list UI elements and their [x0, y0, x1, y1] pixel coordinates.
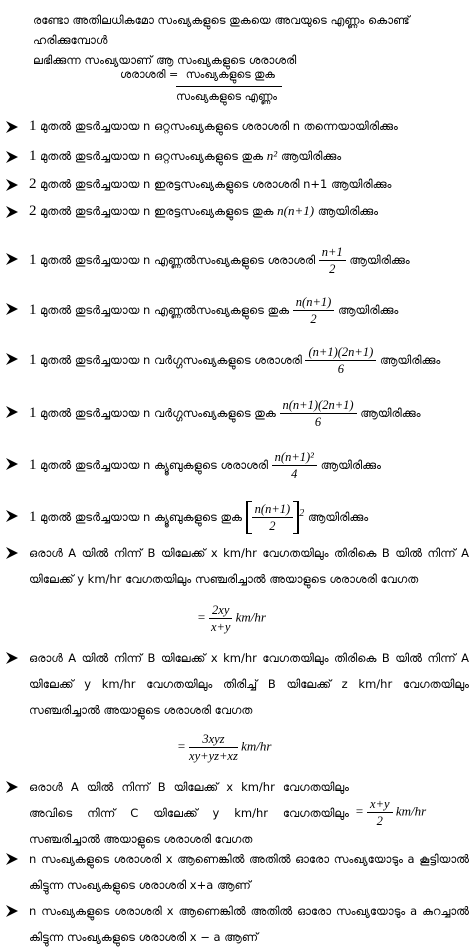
intro-paragraph	[33, 10, 463, 70]
frac-numerator: n(n+1)²	[272, 449, 317, 466]
item-suffix: ആയിരിക്കും	[277, 149, 342, 163]
para-text: n സംഖ്യകളുടെ ശരാശരി x ആണെങ്കിൽ അതിൽ ഓരോ സംഖ്യയോടും a കുറച്ചാൽ കിട്ടുന്ന സംഖ്യകളുടെ ശരാശരി x − a ആണ്	[29, 904, 469, 944]
arrow-bullet-icon	[5, 780, 19, 794]
frac-denominator: 2	[376, 814, 383, 828]
item-text	[29, 244, 410, 277]
para-text: ഒരാൾ A യിൽ നിന്ന് B യിലേക്ക് x km/hr വേഗതയിലും തിരികെ B യിൽ നിന്ന് A യിലേക്ക് y km/hr വേഗതയിലും സഞ്ചരിച്ചാൽ അയാളുടെ ശരാശരി വേഗത	[29, 546, 469, 586]
arrow-bullet-icon	[5, 252, 19, 266]
frac-denominator: 4	[291, 467, 298, 481]
frac-denominator: xy+yz+xz	[189, 749, 238, 763]
item-suffix: ആയിരിക്കും	[356, 406, 421, 420]
item-desc: മുതൽ തുടർച്ചയായ n വർഗ്ഗസംഖ്യകളുടെ തുക	[36, 406, 280, 420]
formula-result: = $\frac{2xy}{x+y}$ km/hr	[197, 603, 266, 634]
definition-numerator: സംഖ്യകളുടെ തുക	[185, 68, 275, 81]
arrow-bullet-icon	[5, 150, 19, 164]
item-number: 1	[29, 352, 37, 368]
frac-numerator: x+y	[367, 796, 393, 813]
item-suffix: ആയിരിക്കും	[376, 353, 441, 367]
unit-label: km/hr	[235, 609, 266, 625]
frac-denominator: 2	[310, 312, 317, 326]
item-desc: മുതൽ തുടർച്ചയായ n ഒറ്റസംഖ്യകളുടെ ശരാശരി n തന്നെയായിരിക്കും	[36, 119, 398, 133]
frac-numerator: (n+1)(2n+1)	[305, 344, 376, 361]
item-formula: n²	[266, 148, 278, 163]
item-suffix: ആയിരിക്കും	[314, 204, 379, 218]
arrow-bullet-icon	[5, 352, 19, 366]
arrow-bullet-icon	[5, 651, 19, 665]
arrow-bullet-icon	[5, 205, 19, 219]
arrow-bullet-icon	[5, 904, 19, 918]
item-number: 1	[29, 118, 37, 134]
item-desc: മുതൽ തുടർച്ചയായ n ഒറ്റസംഖ്യകളുടെ തുക	[36, 149, 267, 163]
frac-numerator: n(n+1)(2n+1)	[280, 397, 357, 414]
frac-numerator: n(n+1)	[293, 294, 335, 311]
item-number: 1	[29, 509, 37, 525]
definition-lhs: ശരാശരി =	[120, 68, 179, 81]
item-desc: മുതൽ തുടർച്ചയായ n എണ്ണൽസംഖ്യകളുടെ ശരാശരി	[36, 253, 319, 267]
frac-denominator: 2	[269, 519, 276, 533]
frac-denominator: 6	[337, 362, 344, 376]
item-desc: മുതൽ തുടർച്ചയായ n ഇരട്ടസംഖ്യകളുടെ ശരാശരി n+1 ആയിരിക്കും	[36, 177, 392, 191]
item-text	[29, 397, 421, 430]
arrow-bullet-icon	[5, 852, 19, 866]
fraction-bar	[176, 86, 282, 87]
intro-line-2: ലഭിക്കുന്ന സംഖ്യയാണ് ആ സംഖ്യകളുടെ ശരാശരി	[33, 53, 297, 67]
para-text: ഒരാൾ A യിൽ നിന്ന് B യിലേക്ക് x km/hr വേഗതയിലും അവിടെ നിന്ന് C യിലേക്ക് y km/hr വേഗതയിലും സഞ്ചരിച്ചാൽ അയാളുടെ ശരാശരി വേഗത	[29, 780, 349, 846]
item-number: 1	[29, 302, 37, 318]
item-text	[29, 294, 398, 327]
item-suffix: ആയിരിക്കും	[334, 303, 399, 317]
item-text	[29, 118, 398, 135]
item-desc: മുതൽ തുടർച്ചയായ n ഇരട്ടസംഖ്യകളുടെ തുക	[36, 204, 278, 218]
item-number: 2	[29, 203, 37, 219]
unit-label: km/hr	[241, 738, 272, 754]
item-text	[29, 203, 378, 220]
item-text	[29, 176, 391, 193]
arrow-bullet-icon	[5, 509, 19, 523]
frac-denominator: 2	[329, 262, 336, 276]
frac-denominator: x+y	[210, 620, 231, 634]
formula-result: = $\frac{\text{3xyz}}{xy+yz+xz}$ km/hr	[177, 732, 272, 763]
item-suffix: ആയിരിക്കും	[316, 458, 381, 472]
item-suffix: ആയിരിക്കും	[304, 510, 369, 524]
item-number: 2	[29, 176, 37, 192]
item-desc: മുതൽ തുടർച്ചയായ n എണ്ണൽസംഖ്യകളുടെ തുക	[36, 303, 293, 317]
exponent: 2	[299, 508, 305, 520]
item-text	[29, 148, 341, 165]
frac-denominator: 6	[314, 415, 322, 429]
definition-denominator: സംഖ്യകളുടെ എണ്ണം	[176, 90, 278, 103]
item-desc: മുതൽ തുടർച്ചയായ n ക്യൂബുകളുടെ തുക	[36, 510, 246, 524]
frac-numerator: 2xy	[209, 602, 232, 619]
item-text	[29, 449, 381, 482]
intro-line-1: രണ്ടോ അതിലധികമോ സംഖ്യകളുടെ തുകയെ അവയുടെ എണ്ണം കൊണ്ട് ഹരിക്കുമ്പോൾ	[33, 13, 410, 47]
item-text	[29, 501, 368, 534]
arrow-bullet-icon	[5, 120, 19, 134]
frac-numerator: n+1	[319, 244, 346, 261]
item-number: 1	[29, 148, 37, 164]
formula-result: = $\frac{x+y}{2}$ km/hr	[355, 797, 427, 828]
item-desc: മുതൽ തുടർച്ചയായ n ക്യൂബുകളുടെ ശരാശരി	[36, 458, 272, 472]
unit-label: km/hr	[395, 803, 427, 819]
arrow-bullet-icon	[5, 546, 19, 560]
arrow-bullet-icon	[5, 457, 19, 471]
arrow-bullet-icon	[5, 178, 19, 192]
item-text	[29, 344, 440, 377]
frac-numerator: n(n+1)	[252, 501, 294, 518]
arrow-bullet-icon	[5, 405, 19, 419]
item-number: 1	[29, 252, 37, 268]
bracket-group	[246, 501, 300, 534]
item-number: 1	[29, 457, 37, 473]
item-number: 1	[29, 405, 37, 421]
item-formula: n(n+1)	[277, 203, 315, 218]
item-desc: മുതൽ തുടർച്ചയായ n വർഗ്ഗസംഖ്യകളുടെ ശരാശരി	[36, 353, 306, 367]
para-text: ഒരാൾ A യിൽ നിന്ന് B യിലേക്ക് x km/hr വേഗതയിലും തിരികെ B യിൽ നിന്ന് A യിലേക്ക് y km/hr വേഗതയിലും തിരിച്ച് B യിലേക്ക് z km/hr വേഗതയിലും സഞ്ചരിച്ചാൽ അയാളുടെ ശരാശരി വേഗത	[29, 651, 469, 717]
arrow-bullet-icon	[5, 302, 19, 316]
item-suffix: ആയിരിക്കും	[345, 253, 410, 267]
para-text: n സംഖ്യകളുടെ ശരാശരി x ആണെങ്കിൽ അതിൽ ഓരോ സംഖ്യയോടും a കൂട്ടിയാൽ കിട്ടുന്ന സംഖ്യകളുടെ ശരാശരി x+a ആണ്	[29, 852, 469, 892]
frac-numerator: 3xyz	[189, 731, 238, 748]
